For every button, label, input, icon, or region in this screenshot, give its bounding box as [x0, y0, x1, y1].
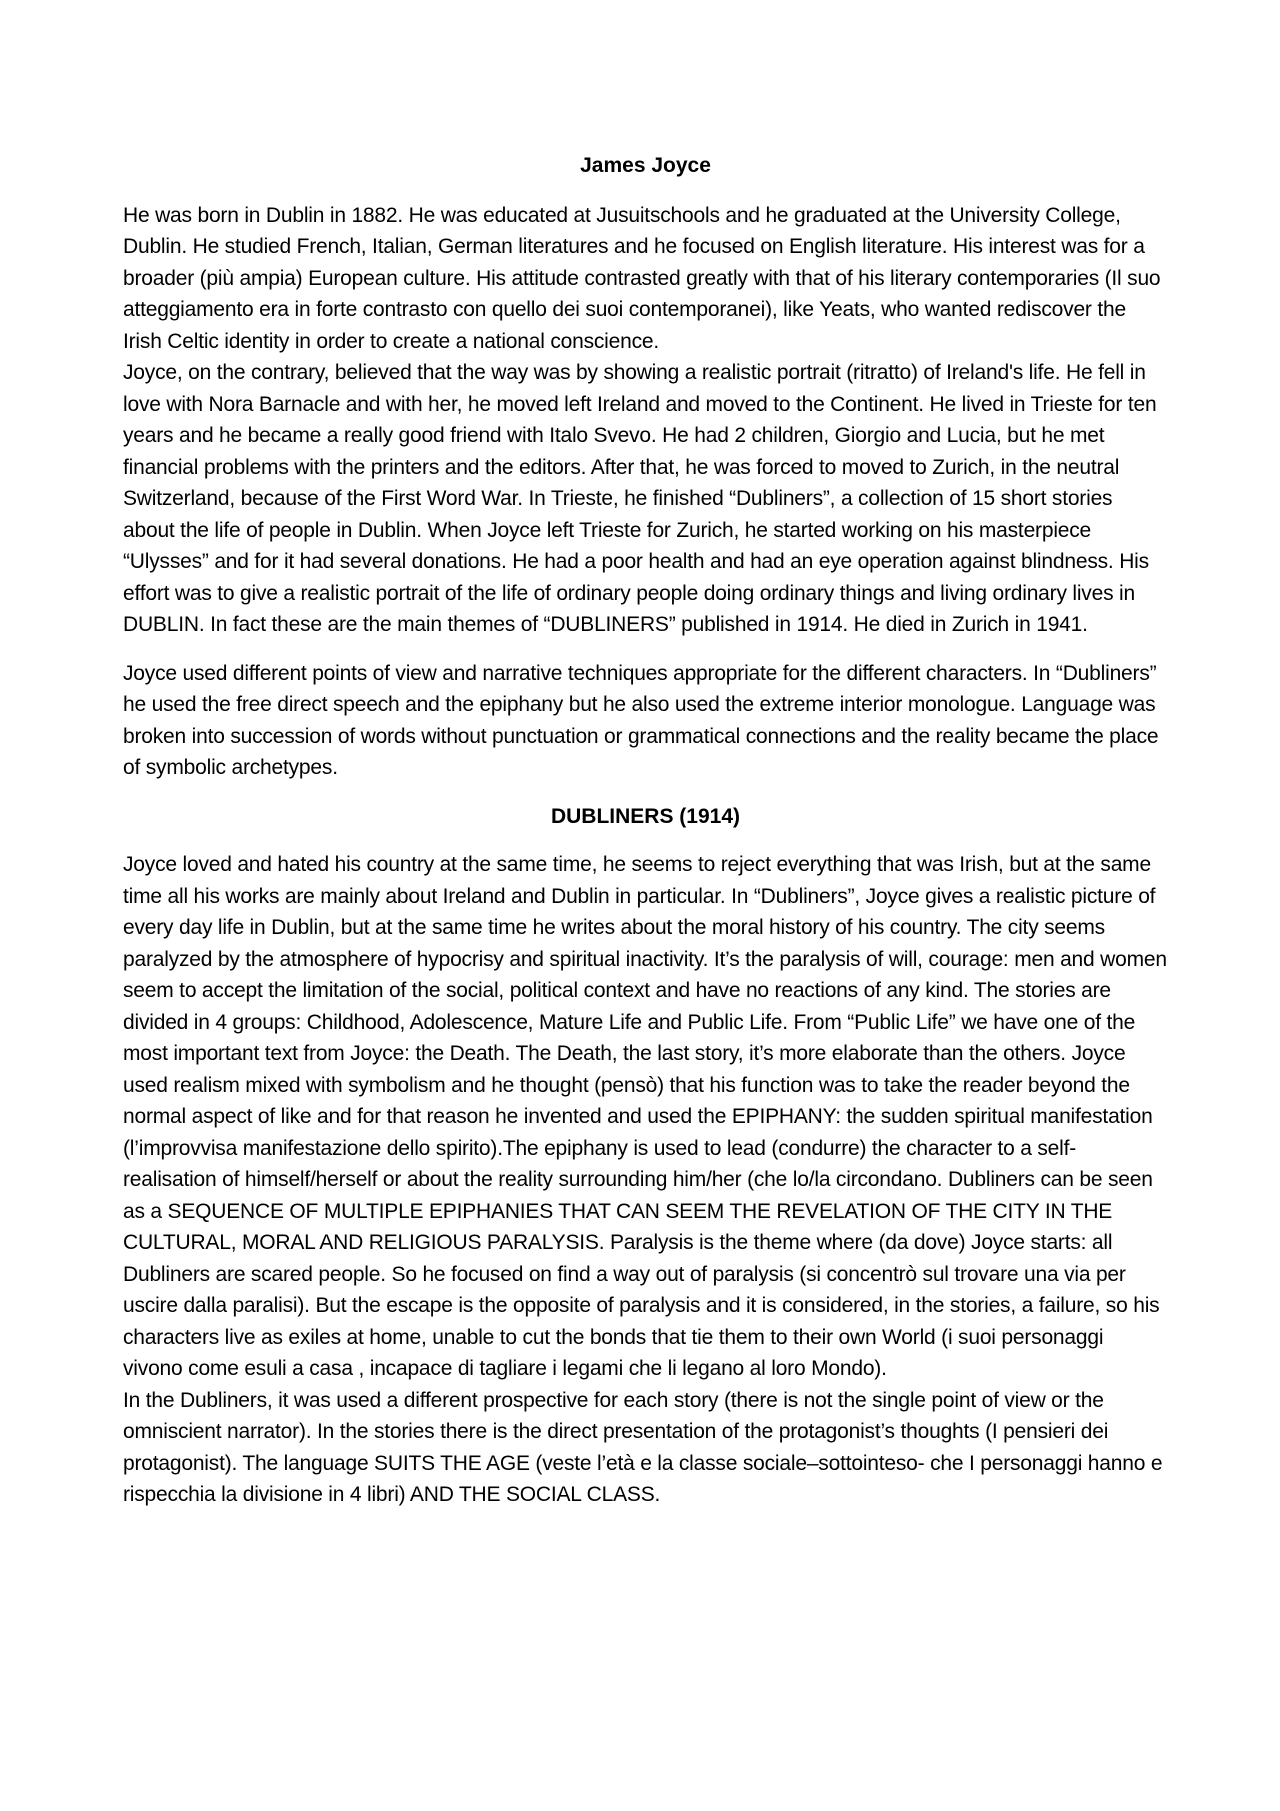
section-title-dubliners: DUBLINERS (1914) [550, 804, 741, 828]
paragraph-biography-life: Joyce, on the contrary, believed that the way was by showing a realistic portrait (ritratto) of Ireland's life. He fell in love with Nora Barnacle and with her, he moved left Ireland and moved to the Continent. He lived in Trieste for ten years and he became a really good friend with Italo Svevo. He had 2 children, Giorgio and Lucia, but he met financial problems with the printers and the editors. After that, he was forced to moved to Zurich, in the neutral Switzerland, because of the First Word War. In Trieste, he finished “Dubliners”, a collection of 15 short stories about the life of people in Dublin. When Joyce left Trieste for Zurich, he started working on his masterpiece “Ulysses” and for it had several donations. He had a poor health and had an eye operation against blindness. His effort was to give a realistic portrait of the life of ordinary people doing ordinary things and living ordinary lives in DUBLIN. In fact these are the main themes of “DUBLINERS” published in 1914. He died in Zurich in 1941. [123, 361, 1157, 636]
document-title: James Joyce [580, 154, 711, 177]
paragraph-narrative-techniques: Joyce used different points of view and narrative techniques appropriate for the different characters. In “Dubliners” he used the free direct speech and the epiphany but he also used the extreme interior monologue. Language was broken into succession of words without punctuation or grammatical connections and the reality became the place of symbolic archetypes. [123, 661, 1159, 779]
paragraph-dubliners-themes: Joyce loved and hated his country at the same time, he seems to reject everything that was Irish, but at the same time all his works are mainly about Ireland and Dublin in particular. In “Dubliners”, Joyce gives a realistic picture of every day life in Dublin, but at the same time he writes about the moral history of his country. The city seems paralyzed by the atmosphere of hypocrisy and spiritual inactivity. It’s the paralysis of will, courage: men and women seem to accept the limitation of the social, political context and have no reactions of any kind. The stories are divided in 4 groups: Childhood, Adolescence, Mature Life and Public Life. From “Public Life” we have one of the most important text from Joyce: the Death. The Death, the last story, it’s more elaborate than the others. Joyce used realism mixed with symbolism and he thought (pensò) that his function was to take the reader beyond the normal aspect of like and for that reason he invented and used the EPIPHANY: the sudden spiritual manifestation (l’improvvisa manifestazione dello spirito).The epiphany is used to lead (condurre) the character to a self-realisation of himself/herself or about the reality surrounding him/her (che lo/la circondano. Dubliners can be seen as a SEQUENCE OF MULTIPLE EPIPHANIES THAT CAN SEEM THE REVELATION OF THE CITY IN THE CULTURAL, MORAL AND RELIGIOUS PARALYSIS. Paralysis is the theme where (da dove) Joyce starts: all Dubliners are scared people. So he focused on find a way out of paralysis (si concentrò sul trovare una via per uscire dalla paralisi). But the escape is the opposite of paralysis and it is considered, in the stories, a failure, so his characters live as exiles at home, unable to cut the bonds that tie them to their own World (i suoi personaggi vivono come esuli a casa , incapace di tagliare i legami che li legano al loro Mondo). [123, 853, 1167, 1380]
paragraph-dubliners-perspective: In the Dubliners, it was used a different prospective for each story (there is not the single point of view or the omniscient narrator). In the stories there is the direct presentation of the protagonist’s thoughts (I pensieri dei protagonist). The language SUITS THE AGE (veste l’età e la classe sociale–sottointeso- che I personaggi hanno e rispecchia la divisione in 4 libri) AND THE SOCIAL CLASS. [123, 1388, 1163, 1506]
document-page [123, 150, 1168, 1511]
paragraph-biography-intro: He was born in Dublin in 1882. He was educated at Jusuitschools and he graduated at the University College, Dublin. He studied French, Italian, German literatures and he focused on English literature. His interest was for a broader (più ampia) European culture. His attitude contrasted greatly with that of his literary contemporaries (Il suo atteggiamento era in forte contrasto con quello dei suoi contemporanei), like Yeats, who wanted rediscover the Irish Celtic identity in order to create a national conscience. [123, 203, 1161, 353]
